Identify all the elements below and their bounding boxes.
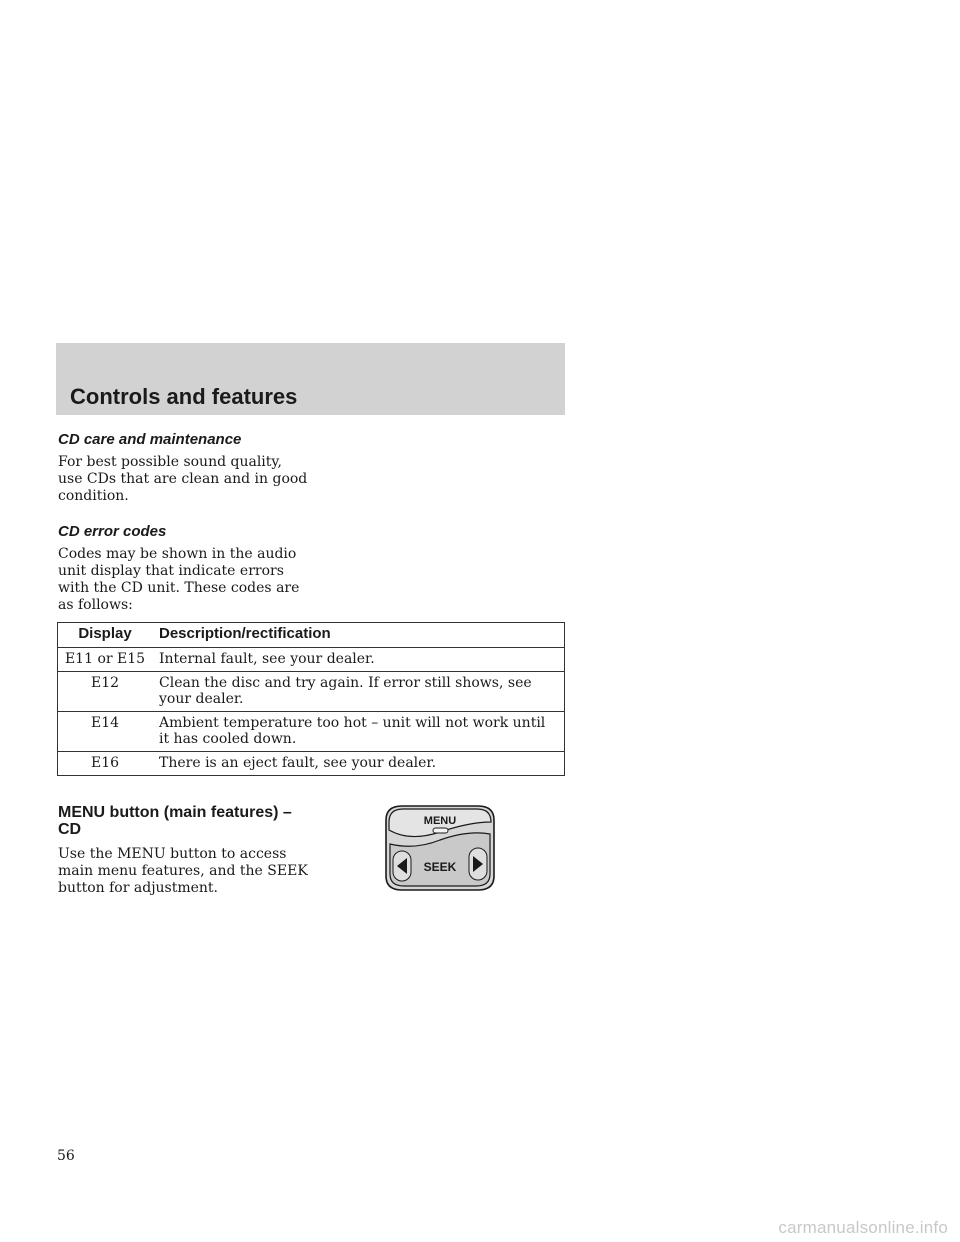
table-row: [58, 648, 565, 672]
watermark: carmanualsonline.info: [778, 1218, 948, 1237]
error-codes-table: [57, 622, 565, 776]
error-code-cell: E11 or E15: [58, 648, 153, 672]
table-row: [58, 752, 565, 776]
table-row: [58, 672, 565, 712]
menu-button-heading: MENU button (main features) – CD: [58, 804, 292, 838]
error-description-cell: Ambient temperature too hot – unit will not work until it has cooled down.: [152, 712, 565, 752]
error-code-cell: E16: [58, 752, 153, 776]
table-header-row: [58, 623, 565, 648]
menu-seek-control-illustration: [380, 804, 500, 892]
menu-button-paragraph: Use the MENU button to access main menu features, and the SEEK button for adjustment.: [58, 846, 308, 896]
cd-error-codes-paragraph: Codes may be shown in the audio unit display that indicate errors with the CD unit. These codes are as follows:: [58, 546, 300, 613]
table-row: [58, 712, 565, 752]
error-description-cell: There is an eject fault, see your dealer.: [152, 752, 565, 776]
section-header-band: [56, 343, 565, 415]
column-header-display: Display: [58, 623, 153, 648]
section-title: Controls and features: [70, 384, 298, 409]
cd-care-heading: CD care and maintenance: [58, 431, 242, 448]
menu-button-label: MENU: [423, 815, 457, 827]
page-number: 56: [57, 1148, 75, 1164]
cd-error-codes-heading: CD error codes: [58, 523, 167, 540]
seek-button-label: SEEK: [423, 860, 457, 874]
cd-care-paragraph: For best possible sound quality, use CDs that are clean and in good condition.: [58, 454, 308, 504]
column-header-description: Description/rectification: [152, 623, 565, 648]
menu-indicator-light: [433, 828, 448, 833]
error-code-cell: E12: [58, 672, 153, 712]
error-code-cell: E14: [58, 712, 153, 752]
error-description-cell: Clean the disc and try again. If error still shows, see your dealer.: [152, 672, 565, 712]
error-description-cell: Internal fault, see your dealer.: [152, 648, 565, 672]
